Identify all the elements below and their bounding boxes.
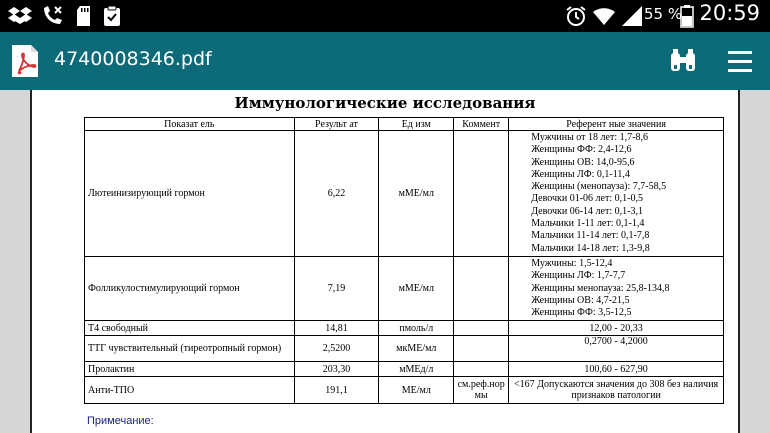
reference-line: Женщины ФФ: 2,4-12,6 [531,144,632,156]
table-header-row [85,118,724,131]
status-bar [0,0,770,32]
app-bar [0,32,770,90]
test-unit: мМЕд/л [379,362,454,377]
note-label: Примечание: [87,415,154,427]
table-row [85,377,724,404]
reference-line: Мужчины от 18 лет: 1,7-8,6 [531,132,648,143]
reference-line: Девочки 01-06 лет: 0,1-0,5 [531,193,643,205]
wifi-icon [592,4,616,28]
test-result: 6,22 [294,131,379,257]
test-unit: МЕ/мл [379,377,454,404]
reference-line: Мальчики 11-14 лет: 0,1-7,8 [531,230,650,242]
reference-line: Мужчины: 1,5-12,4 [531,257,613,269]
signal-icon [620,4,644,28]
reference-values [509,256,724,320]
reference-line: Женщины ОВ: 4,7-21,5 [531,294,630,306]
file-name: 4740008346.pdf [54,48,212,70]
test-result: 14,81 [294,321,379,336]
test-name: Анти-ТПО [85,377,295,404]
test-comment [454,336,509,362]
test-name: ТТГ чувствительный (тиреотропный гормон) [85,336,295,362]
reference-line: Женщины ЛФ: 0,1-11,4 [531,168,630,180]
test-unit: мкМЕ/мл [379,336,454,362]
binoculars-icon[interactable] [668,46,698,76]
table-row [85,256,724,320]
test-result: 2,5200 [294,336,379,362]
table-row [85,362,724,377]
test-result: 203,30 [294,362,379,377]
clipboard-icon [100,4,124,28]
reference-line: Женщины ЛФ: 1,7-7,7 [531,270,626,282]
results-table [84,117,724,404]
test-comment [454,321,509,336]
test-name: Пролактин [85,362,295,377]
reference-line: Мальчики 14-18 лет: 1,3-9,8 [531,242,650,254]
battery-percent: 55 % [644,5,683,23]
test-name: Лютеинизирующий гормон [85,131,295,257]
sd-card-icon [72,4,96,28]
reference-values: 12,00 - 20,33 [509,321,724,336]
reference-values: 0,2700 - 4,2000 [509,336,724,362]
alarm-icon [564,4,588,28]
reference-line: Девочки 06-14 лет: 0,1-3,1 [531,205,643,217]
column-header: Референт ные значения [509,118,724,131]
test-unit: пмоль/л [379,321,454,336]
test-result: 191,1 [294,377,379,404]
battery-icon [680,4,694,28]
test-comment [454,131,509,257]
reference-line: Женщины ФФ: 3,5-12,5 [531,307,632,319]
clock: 20:59 [699,1,760,25]
test-name: Фолликулостимулирующий гормон [85,256,295,320]
column-header: Ед изм [379,118,454,131]
test-unit: мМЕ/мл [379,131,454,257]
pdf-file-icon [10,44,40,78]
reference-values [509,131,724,257]
report-heading: Иммунологические исследования [234,94,536,112]
missed-call-icon [40,4,64,28]
test-comment [454,256,509,320]
test-result: 7,19 [294,256,379,320]
table-row [85,336,724,362]
column-header: Показат ель [85,118,295,131]
reference-values: 100,60 - 627,90 [509,362,724,377]
test-comment: см.реф.нор мы [454,377,509,404]
test-name: Т4 свободный [85,321,295,336]
document-viewer[interactable] [0,90,770,433]
reference-line: Женщины менопауза: 25,8-134,8 [531,282,670,294]
column-header: Коммент [454,118,509,131]
menu-icon[interactable] [726,46,754,76]
reference-line: Женщины (менопауза): 7,7-58,5 [531,181,667,193]
dropbox-icon [8,4,32,28]
reference-line: Мальчики 1-11 лет: 0,1-1,4 [531,218,645,230]
reference-line: Женщины ОВ: 14,0-95,6 [531,156,635,168]
table-row [85,131,724,257]
reference-values: <167 Допускаются значения до 308 без наличия признаков патологии [509,377,724,404]
test-comment [454,362,509,377]
pdf-page [30,90,740,433]
test-unit: мМЕ/мл [379,256,454,320]
table-row [85,321,724,336]
column-header: Результ ат [294,118,379,131]
